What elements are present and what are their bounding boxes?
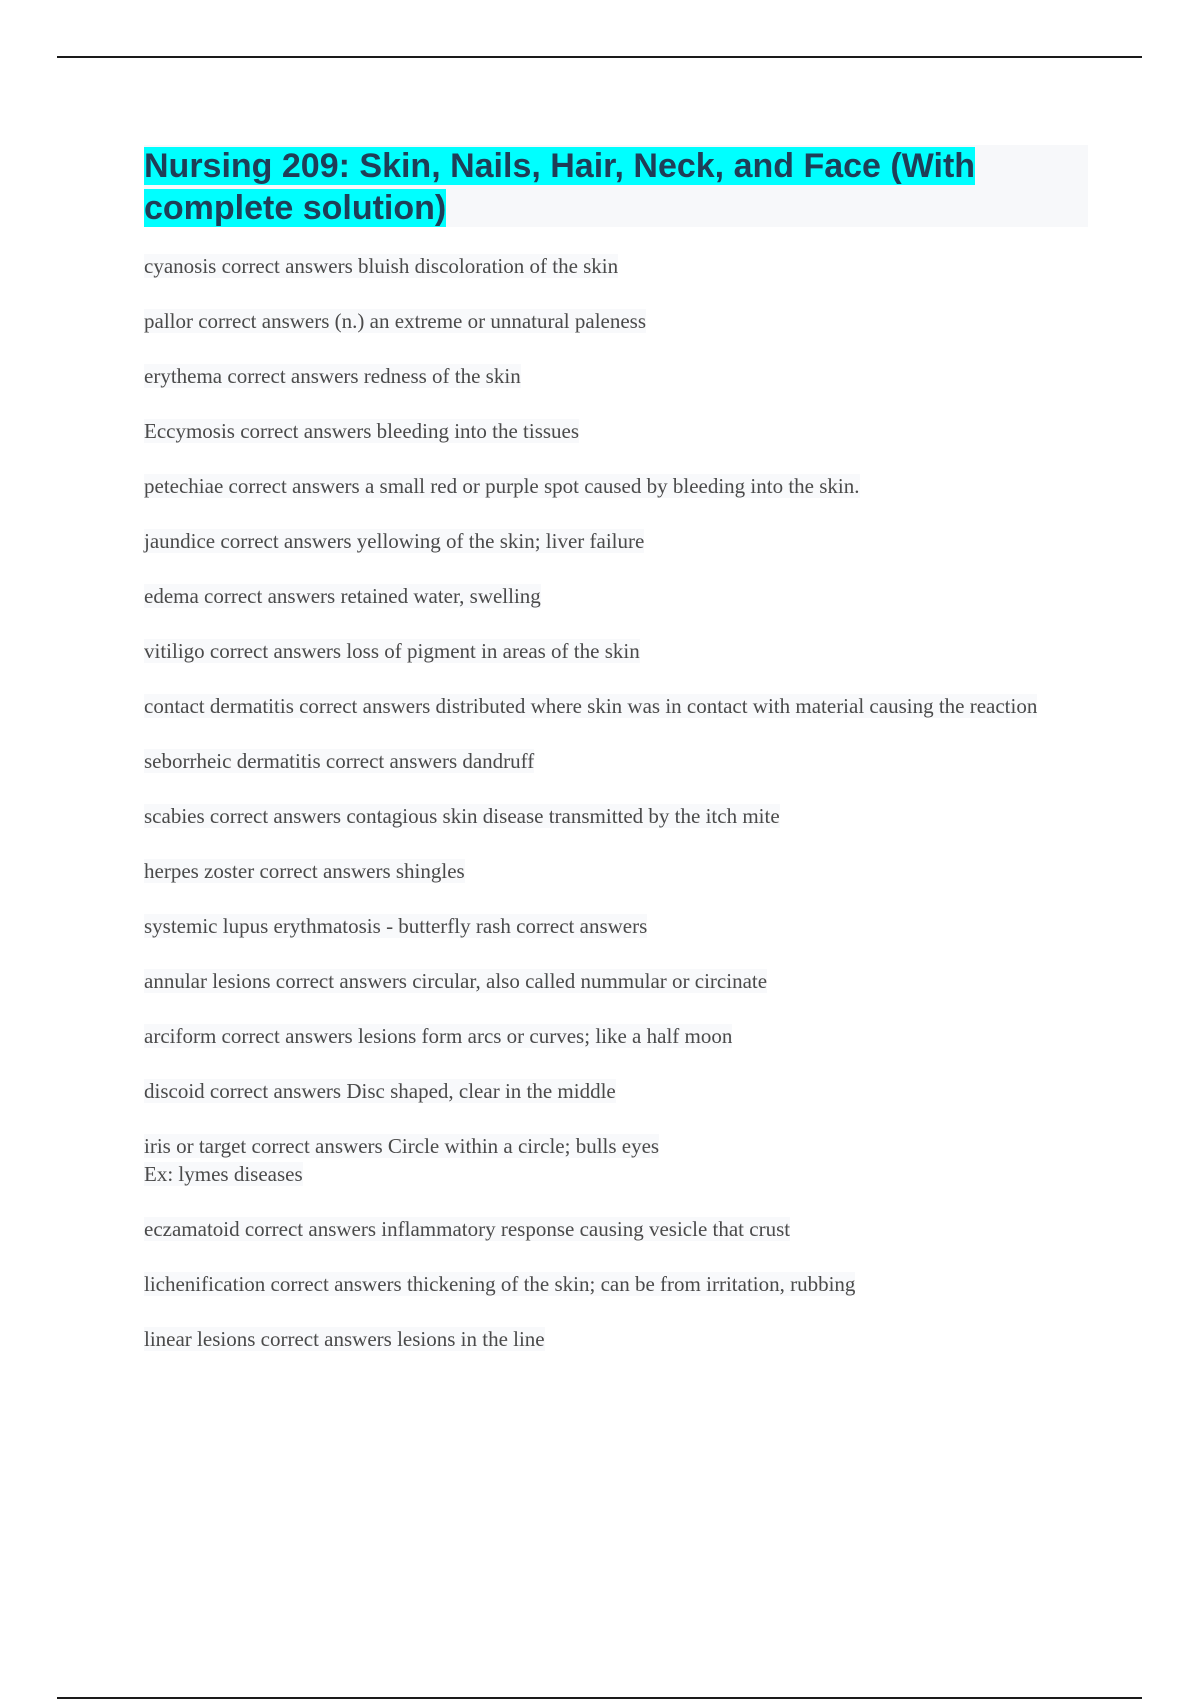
entry-text: vitiligo correct answers loss of pigment in areas of the skin	[144, 639, 640, 663]
entry-text: systemic lupus erythmatosis - butterfly rash correct answers	[144, 914, 648, 938]
entry-text: pallor correct answers (n.) an extreme or unnatural paleness	[144, 309, 647, 333]
list-item	[144, 1325, 1089, 1353]
list-item	[144, 857, 1089, 885]
entry-text: erythema correct answers redness of the skin	[144, 364, 521, 388]
list-item	[144, 527, 1089, 555]
list-item	[144, 582, 1089, 610]
entry-text: herpes zoster correct answers shingles	[144, 859, 465, 883]
list-item	[144, 637, 1089, 665]
list-item	[144, 1215, 1089, 1243]
definition-list	[144, 252, 1089, 1380]
entry-text: discoid correct answers Disc shaped, clear in the middle	[144, 1079, 616, 1103]
list-item	[144, 967, 1089, 995]
entry-text: petechiae correct answers a small red or purple spot caused by bleeding into the skin.	[144, 474, 860, 498]
entry-text: eczamatoid correct answers inflammatory response causing vesicle that crust	[144, 1217, 791, 1241]
entry-text: annular lesions correct answers circular, also called nummular or circinate	[144, 969, 768, 993]
entry-text: Eccymosis correct answers bleeding into the tissues	[144, 419, 580, 443]
entry-text: seborrheic dermatitis correct answers dandruff	[144, 749, 535, 773]
entry-text: jaundice correct answers yellowing of the skin; liver failure	[144, 529, 645, 553]
list-item	[144, 747, 1089, 775]
list-item	[144, 417, 1089, 445]
entry-text: linear lesions correct answers lesions in the line	[144, 1327, 545, 1351]
list-item	[144, 472, 1089, 500]
list-item	[144, 692, 1089, 720]
list-item	[144, 1077, 1089, 1105]
list-item	[144, 802, 1089, 830]
entry-text: edema correct answers retained water, swelling	[144, 584, 541, 608]
entry-text: cyanosis correct answers bluish discoloration of the skin	[144, 254, 619, 278]
entry-text: lichenification correct answers thickening of the skin; can be from irritation, rubbing	[144, 1272, 856, 1296]
title-block	[144, 145, 1088, 227]
entry-text-second-line: Ex: lymes diseases	[144, 1162, 303, 1186]
list-item	[144, 1270, 1089, 1298]
list-item	[144, 362, 1089, 390]
title-highlight: Nursing 209: Skin, Nails, Hair, Neck, and Face (With complete solution)	[144, 147, 976, 227]
document-title	[144, 145, 1044, 229]
bottom-rule	[57, 1697, 1142, 1699]
list-item	[144, 307, 1089, 335]
top-rule	[57, 56, 1142, 58]
entry-text: contact dermatitis correct answers distributed where skin was in contact with material causing the reaction	[144, 694, 1038, 718]
list-item	[144, 252, 1089, 280]
entry-text: iris or target correct answers Circle within a circle; bulls eyes	[144, 1134, 660, 1158]
entry-text: arciform correct answers lesions form arcs or curves; like a half moon	[144, 1024, 733, 1048]
list-item	[144, 1132, 1089, 1188]
list-item	[144, 1022, 1089, 1050]
list-item	[144, 912, 1089, 940]
entry-text: scabies correct answers contagious skin disease transmitted by the itch mite	[144, 804, 780, 828]
